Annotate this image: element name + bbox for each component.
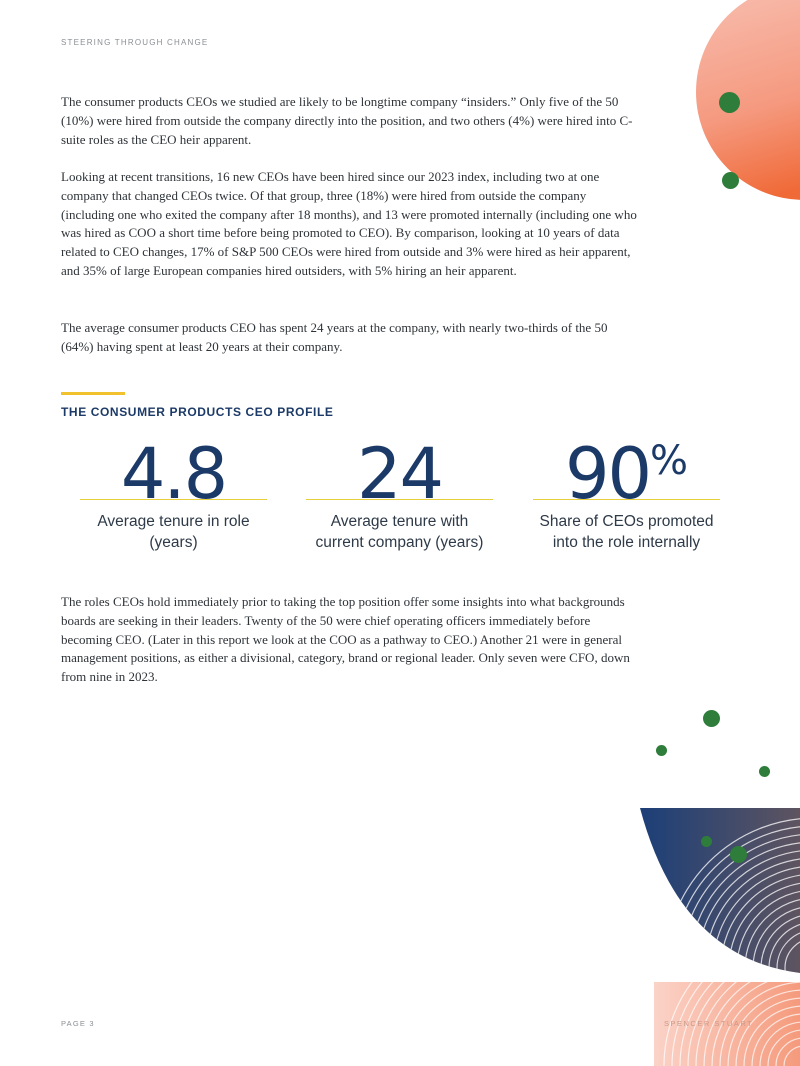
stat-label: Share of CEOs promoted into the role internally <box>539 513 714 551</box>
stat-tenure-with-company <box>306 423 493 553</box>
stat-tenure-in-role <box>80 423 267 553</box>
stat-value: 24 <box>356 433 443 515</box>
profile-heading: THE CONSUMER PRODUCTS CEO PROFILE <box>61 405 334 419</box>
stat-value: 4.8 <box>120 433 227 515</box>
footer-brand: SPENCER STUART <box>664 1019 754 1028</box>
decorative-arc-graphic <box>640 808 800 973</box>
paragraph-recent-transitions: Looking at recent transitions, 16 new CEOs have been hired since our 2023 index, including two at one company that changed CEOs twice. Of that group, three (18%) were hired from outside the company (including one who exited the company after 18 months), and 13 were promoted internally (including one who was hired as COO a short time before being promoted to CEO). By comparison, looking at 10 years of data related to CEO changes, 17% of S&P 500 CEOs were hired from outside and 3% were hired as heir apparent, and 35% of large European companies hired outsiders, with 5% hiring an heir apparent. <box>61 169 637 278</box>
decorative-dot <box>703 710 720 727</box>
stat-value: 90% <box>564 433 689 515</box>
decorative-dot <box>719 92 740 113</box>
paragraph-average-tenure: The average consumer products CEO has spent 24 years at the company, with nearly two-thirds of the 50 (64%) having spent at least 20 years at their company. <box>61 320 608 354</box>
decorative-dot <box>656 745 667 756</box>
page-number: PAGE 3 <box>61 1019 95 1028</box>
decorative-dot <box>730 846 747 863</box>
paragraph-insiders: The consumer products CEOs we studied are likely to be longtime company “insiders.” Only five of the 50 (10%) were hired from outside the company directly into the position, and two others (4%) were hired into C-suite roles as the CEO heir apparent. <box>61 94 633 147</box>
stat-label: Average tenure in role (years) <box>97 513 250 551</box>
paragraph-prior-roles: The roles CEOs hold immediately prior to taking the top position offer some insights into what backgrounds boards are seeking in their leaders. Twenty of the 50 were chief operating officers immediately before becoming CEO. (Later in this report we look at the COO as a pathway to CEO.) Another 21 were in general management positions, as either a divisional, category, brand or regional leader. Only seven were CFO, down from nine in 2023. <box>61 594 630 685</box>
decorative-gradient-circle <box>696 0 800 204</box>
stat-promoted-internally <box>533 423 720 553</box>
profile-accent-rule <box>61 392 125 395</box>
decorative-dot <box>759 766 770 777</box>
running-head: STEERING THROUGH CHANGE <box>61 38 209 47</box>
stat-label: Average tenure with current company (years) <box>315 513 484 551</box>
decorative-dot <box>701 836 712 847</box>
decorative-dot <box>722 172 739 189</box>
